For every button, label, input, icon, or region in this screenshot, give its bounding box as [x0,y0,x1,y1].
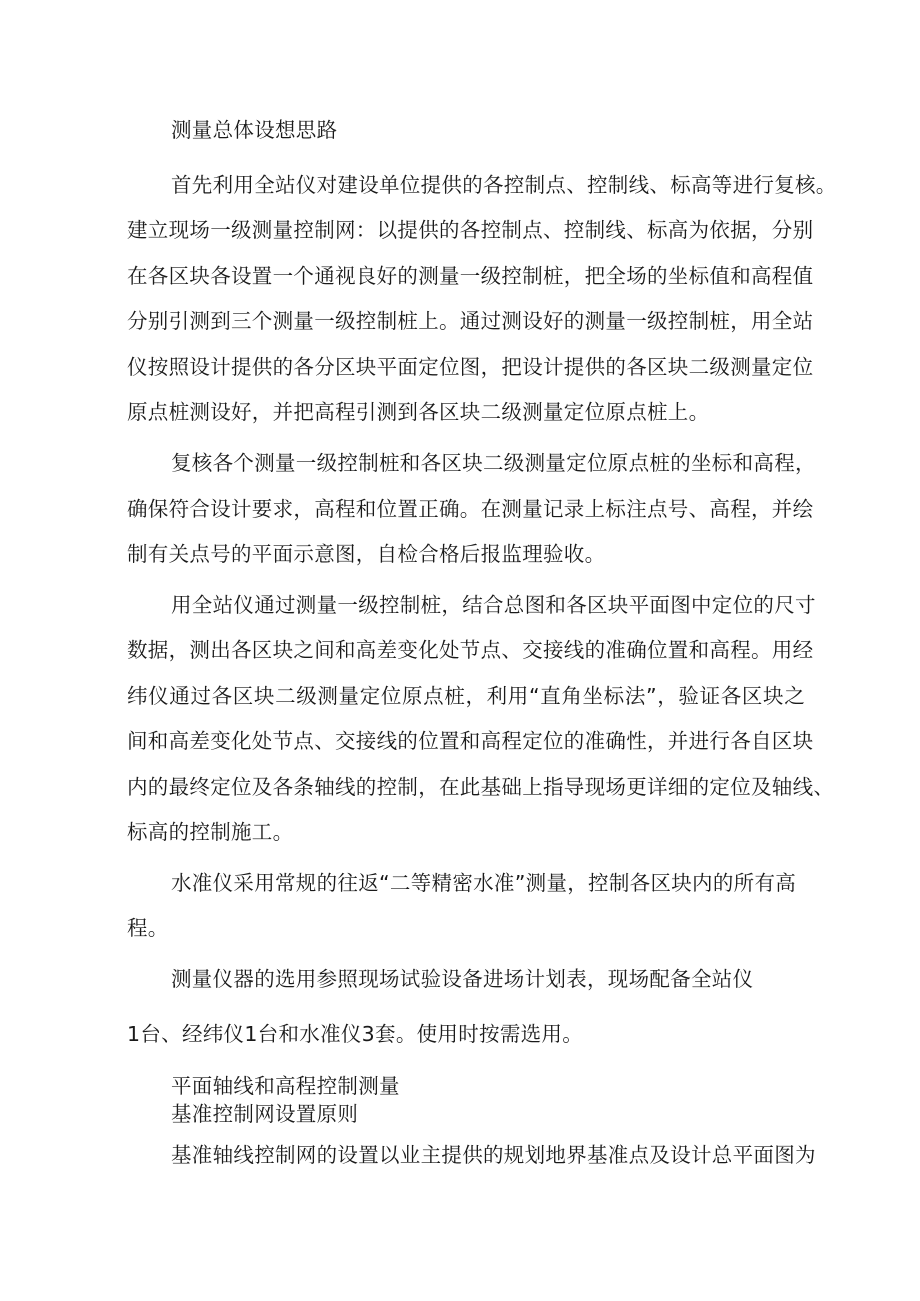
paragraph-line: 标高的控制施工。 [127,820,294,844]
paragraph-line: 间和高差变化处节点、交接线的位置和高程定位的准确性，并进行各自区块 [127,729,814,753]
paragraph-line: 仪按照设计提供的各分区块平面定位图，把设计提供的各区块二级测量定位 [127,355,814,379]
section-heading: 测量总体设想思路 [171,118,338,142]
paragraph-line: 建立现场一级测量控制网：以提供的各控制点、控制线、标高为依据，分别 [127,218,814,242]
paragraph-line: 基准轴线控制网的设置以业主提供的规划地界基准点及设计总平面图为 [171,1143,816,1167]
paragraph-line: 确保符合设计要求，高程和位置正确。在测量记录上标注点号、高程，并绘 [127,497,814,521]
paragraph-line: 内的最终定位及各条轴线的控制，在此基础上指导现场更详细的定位及轴线、 [127,775,835,799]
paragraph-line: 制有关点号的平面示意图，自检合格后报监理验收。 [127,542,606,566]
paragraph-line: 程。 [127,916,169,940]
paragraph-line: 原点桩测设好，并把高程引测到各区块二级测量定位原点桩上。 [127,400,710,424]
section-heading: 基准控制网设置原则 [171,1102,359,1126]
paragraph-line: 在各区块各设置一个通视良好的测量一级控制桩，把全场的坐标值和高程值 [127,264,814,288]
paragraph-line: 数据，测出各区块之间和高差变化处节点、交接线的准确位置和高程。用经 [127,638,814,662]
paragraph-line: 复核各个测量一级控制桩和各区块二级测量定位原点桩的坐标和高程， [171,451,816,475]
paragraph-line: 首先利用全站仪对建设单位提供的各控制点、控制线、标高等进行复核。 [171,173,837,197]
paragraph-line: 测量仪器的选用参照现场试验设备进场计划表，现场配备全站仪 [171,967,754,991]
paragraph-line: 纬仪通过各区块二级测量定位原点桩，利用“直角坐标法”，验证各区块之 [127,684,805,708]
paragraph-line: 1台、经纬仪1台和水准仪3套。使用时按需选用。 [127,1022,584,1046]
section-heading: 平面轴线和高程控制测量 [171,1074,400,1098]
paragraph-line: 水准仪采用常规的往返“二等精密水准”测量，控制各区块内的所有高 [171,871,797,895]
paragraph-line: 分别引测到三个测量一级控制桩上。通过测设好的测量一级控制桩，用全站 [127,309,814,333]
paragraph-line: 用全站仪通过测量一级控制桩，结合总图和各区块平面图中定位的尺寸 [171,593,816,617]
